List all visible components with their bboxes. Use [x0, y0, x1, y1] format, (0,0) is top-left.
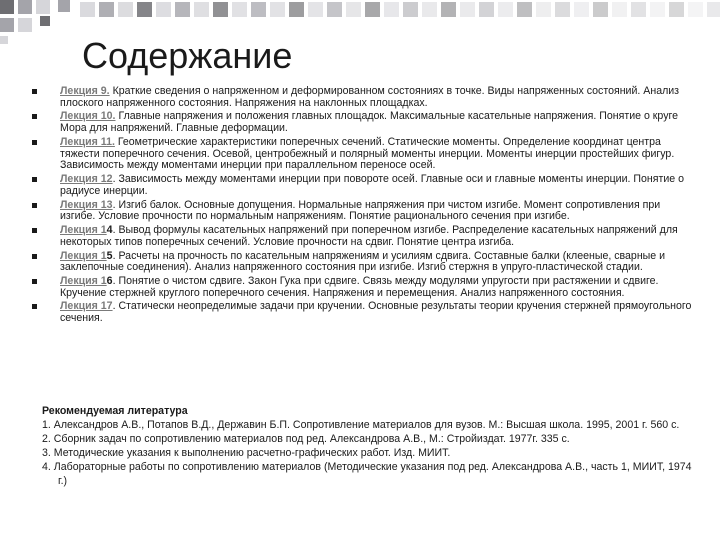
literature-section	[42, 404, 702, 488]
lecture-description: . Зависимость между моментами инерции при повороте осей. Главные оси и главные моменты инерции. Понятие о радиусе инерции.	[60, 173, 684, 197]
decorative-square	[137, 2, 152, 17]
lecture-list	[30, 86, 694, 327]
lecture-description: . Расчеты на прочность по касательным напряжениям и усилиям сдвига. Составные балки (клееные, сварные и заклепочные соединения). Анализ напряженного состояния при изгибе. Изгиб стержня в упруго-пластической стадии.	[60, 249, 666, 274]
lecture-number: 4	[106, 224, 113, 237]
lecture-item	[30, 301, 694, 324]
bullet-icon	[32, 228, 37, 233]
decorative-square	[99, 2, 114, 17]
decorative-square	[669, 2, 684, 17]
lecture-number: 6	[106, 274, 113, 287]
decorative-square	[0, 18, 14, 32]
decorative-square	[441, 2, 456, 17]
decorative-square	[58, 0, 70, 12]
decorative-square	[707, 2, 720, 17]
lecture-link[interactable]: Лекция 1	[60, 224, 107, 237]
decorative-square	[384, 2, 399, 17]
literature-item: 4. Лабораторные работы по сопротивлению материалов (Методические указания под ред. Александрова А.В., часть 1, МИИТ, 1974 г.)	[42, 461, 692, 487]
lecture-link[interactable]: Лекция 13	[60, 198, 113, 211]
bullet-icon	[32, 254, 37, 259]
bullet-icon	[32, 203, 37, 208]
bullet-icon	[32, 177, 37, 182]
lecture-link[interactable]: Лекция 1	[60, 274, 107, 287]
literature-item: 3. Методические указания к выполнению расчетно-графических работ. Изд. МИИТ.	[42, 447, 451, 459]
lecture-description: . Статически неопределимые задачи при кручении. Основные результаты теории кручения стержней прямоугольного сечения.	[60, 300, 692, 325]
decorative-square	[403, 2, 418, 17]
decorative-square	[289, 2, 304, 17]
lecture-link[interactable]: Лекция 10.	[60, 110, 116, 123]
decorative-square	[251, 2, 266, 17]
lecture-description: Краткие сведения о напряженном и деформированном состояниях в точке. Виды напряженных состояний. Анализ плоского напряженного состояния. Напряжения на наклонных площадках.	[60, 85, 680, 109]
decorative-square	[346, 2, 361, 17]
lecture-item	[30, 137, 694, 172]
bullet-icon	[32, 279, 37, 284]
decorative-square	[460, 2, 475, 17]
decorative-square	[80, 2, 95, 17]
decorative-square	[270, 2, 285, 17]
literature-heading: Рекомендуемая литература	[42, 405, 188, 417]
lecture-link[interactable]: Лекция 11.	[60, 135, 115, 148]
decorative-square	[40, 16, 50, 26]
lecture-item	[30, 200, 694, 223]
decorative-square	[555, 2, 570, 17]
lecture-description: Главные напряжения и положения главных площадок. Максимальные касательные напряжения. Понятие о круге Мора для напряжений. Главные деформации.	[60, 110, 679, 135]
decorative-square	[479, 2, 494, 17]
decorative-square	[593, 2, 608, 17]
lecture-item	[30, 86, 694, 109]
decorative-square	[422, 2, 437, 17]
bullet-icon	[32, 304, 37, 309]
decorative-square	[156, 2, 171, 17]
lecture-description: . Понятие о чистом сдвиге. Закон Гука при сдвиге. Связь между модулями упругости при растяжении и сдвиге. Кручение стержней круглого поперечного сечения. Напряжения и перемещения. Анализ напряженного состояния.	[60, 274, 659, 299]
decorative-square	[631, 2, 646, 17]
lecture-number: 5	[106, 249, 113, 262]
decorative-square	[18, 18, 32, 32]
lecture-item	[30, 225, 694, 248]
lecture-item	[30, 174, 694, 197]
decorative-square	[612, 2, 627, 17]
decorative-square	[536, 2, 551, 17]
decorative-square	[308, 2, 323, 17]
decorative-square	[194, 2, 209, 17]
page-title: Содержание	[82, 35, 293, 76]
decorative-square	[213, 2, 228, 17]
decorative-square	[18, 0, 32, 14]
decorative-square	[517, 2, 532, 17]
literature-item: 1. Александров А.В., Потапов В.Д., Державин Б.П. Сопротивление материалов для вузов. М.: Высшая школа. 1995, 2001 г. 560 с.	[42, 419, 680, 431]
decorative-square	[574, 2, 589, 17]
decorative-square	[327, 2, 342, 17]
lecture-description: . Изгиб балок. Основные допущения. Нормальные напряжения при чистом изгибе. Момент сопротивления при изгибе. Условие прочности по нормальным напряжениям. Понятие рационального сечения при изгибе.	[60, 198, 661, 223]
lecture-link[interactable]: Лекция 1	[60, 249, 107, 262]
bullet-icon	[32, 89, 37, 94]
lecture-description: Геометрические характеристики поперечных сечений. Статические моменты. Определение координат центра тяжести поперечного сечения. Осевой, центробежный и полярный моменты инерции. Моменты инерции простейших фигур. Зависимость между моментами инерции при параллельном переносе осей.	[60, 135, 675, 172]
literature-item: 2. Сборник задач по сопротивлению материалов под ред. Александрова А.В., М.: Стройиздат. 1977г. 335 с.	[42, 433, 570, 445]
bullet-icon	[32, 140, 37, 145]
decorative-square	[175, 2, 190, 17]
decorative-square	[365, 2, 380, 17]
lecture-link[interactable]: Лекция 17	[60, 300, 113, 313]
lecture-item	[30, 251, 694, 274]
decorative-square	[0, 0, 14, 14]
decorative-square	[36, 0, 50, 14]
bullet-icon	[32, 114, 37, 119]
lecture-link[interactable]: Лекция 12	[60, 173, 113, 186]
lecture-item	[30, 276, 694, 299]
lecture-link[interactable]: Лекция 9.	[60, 85, 110, 97]
decorative-square	[688, 2, 703, 17]
lecture-description: . Вывод формулы касательных напряжений при поперечном изгибе. Распределение касательных напряжений для некоторых типов поперечных сечений. Условие прочности на сдвиг. Понятие центра изгиба.	[60, 224, 678, 248]
decorative-square	[118, 2, 133, 17]
decorative-square	[650, 2, 665, 17]
lecture-item	[30, 111, 694, 134]
decorative-square	[0, 36, 8, 44]
decorative-square	[498, 2, 513, 17]
decorative-square	[232, 2, 247, 17]
